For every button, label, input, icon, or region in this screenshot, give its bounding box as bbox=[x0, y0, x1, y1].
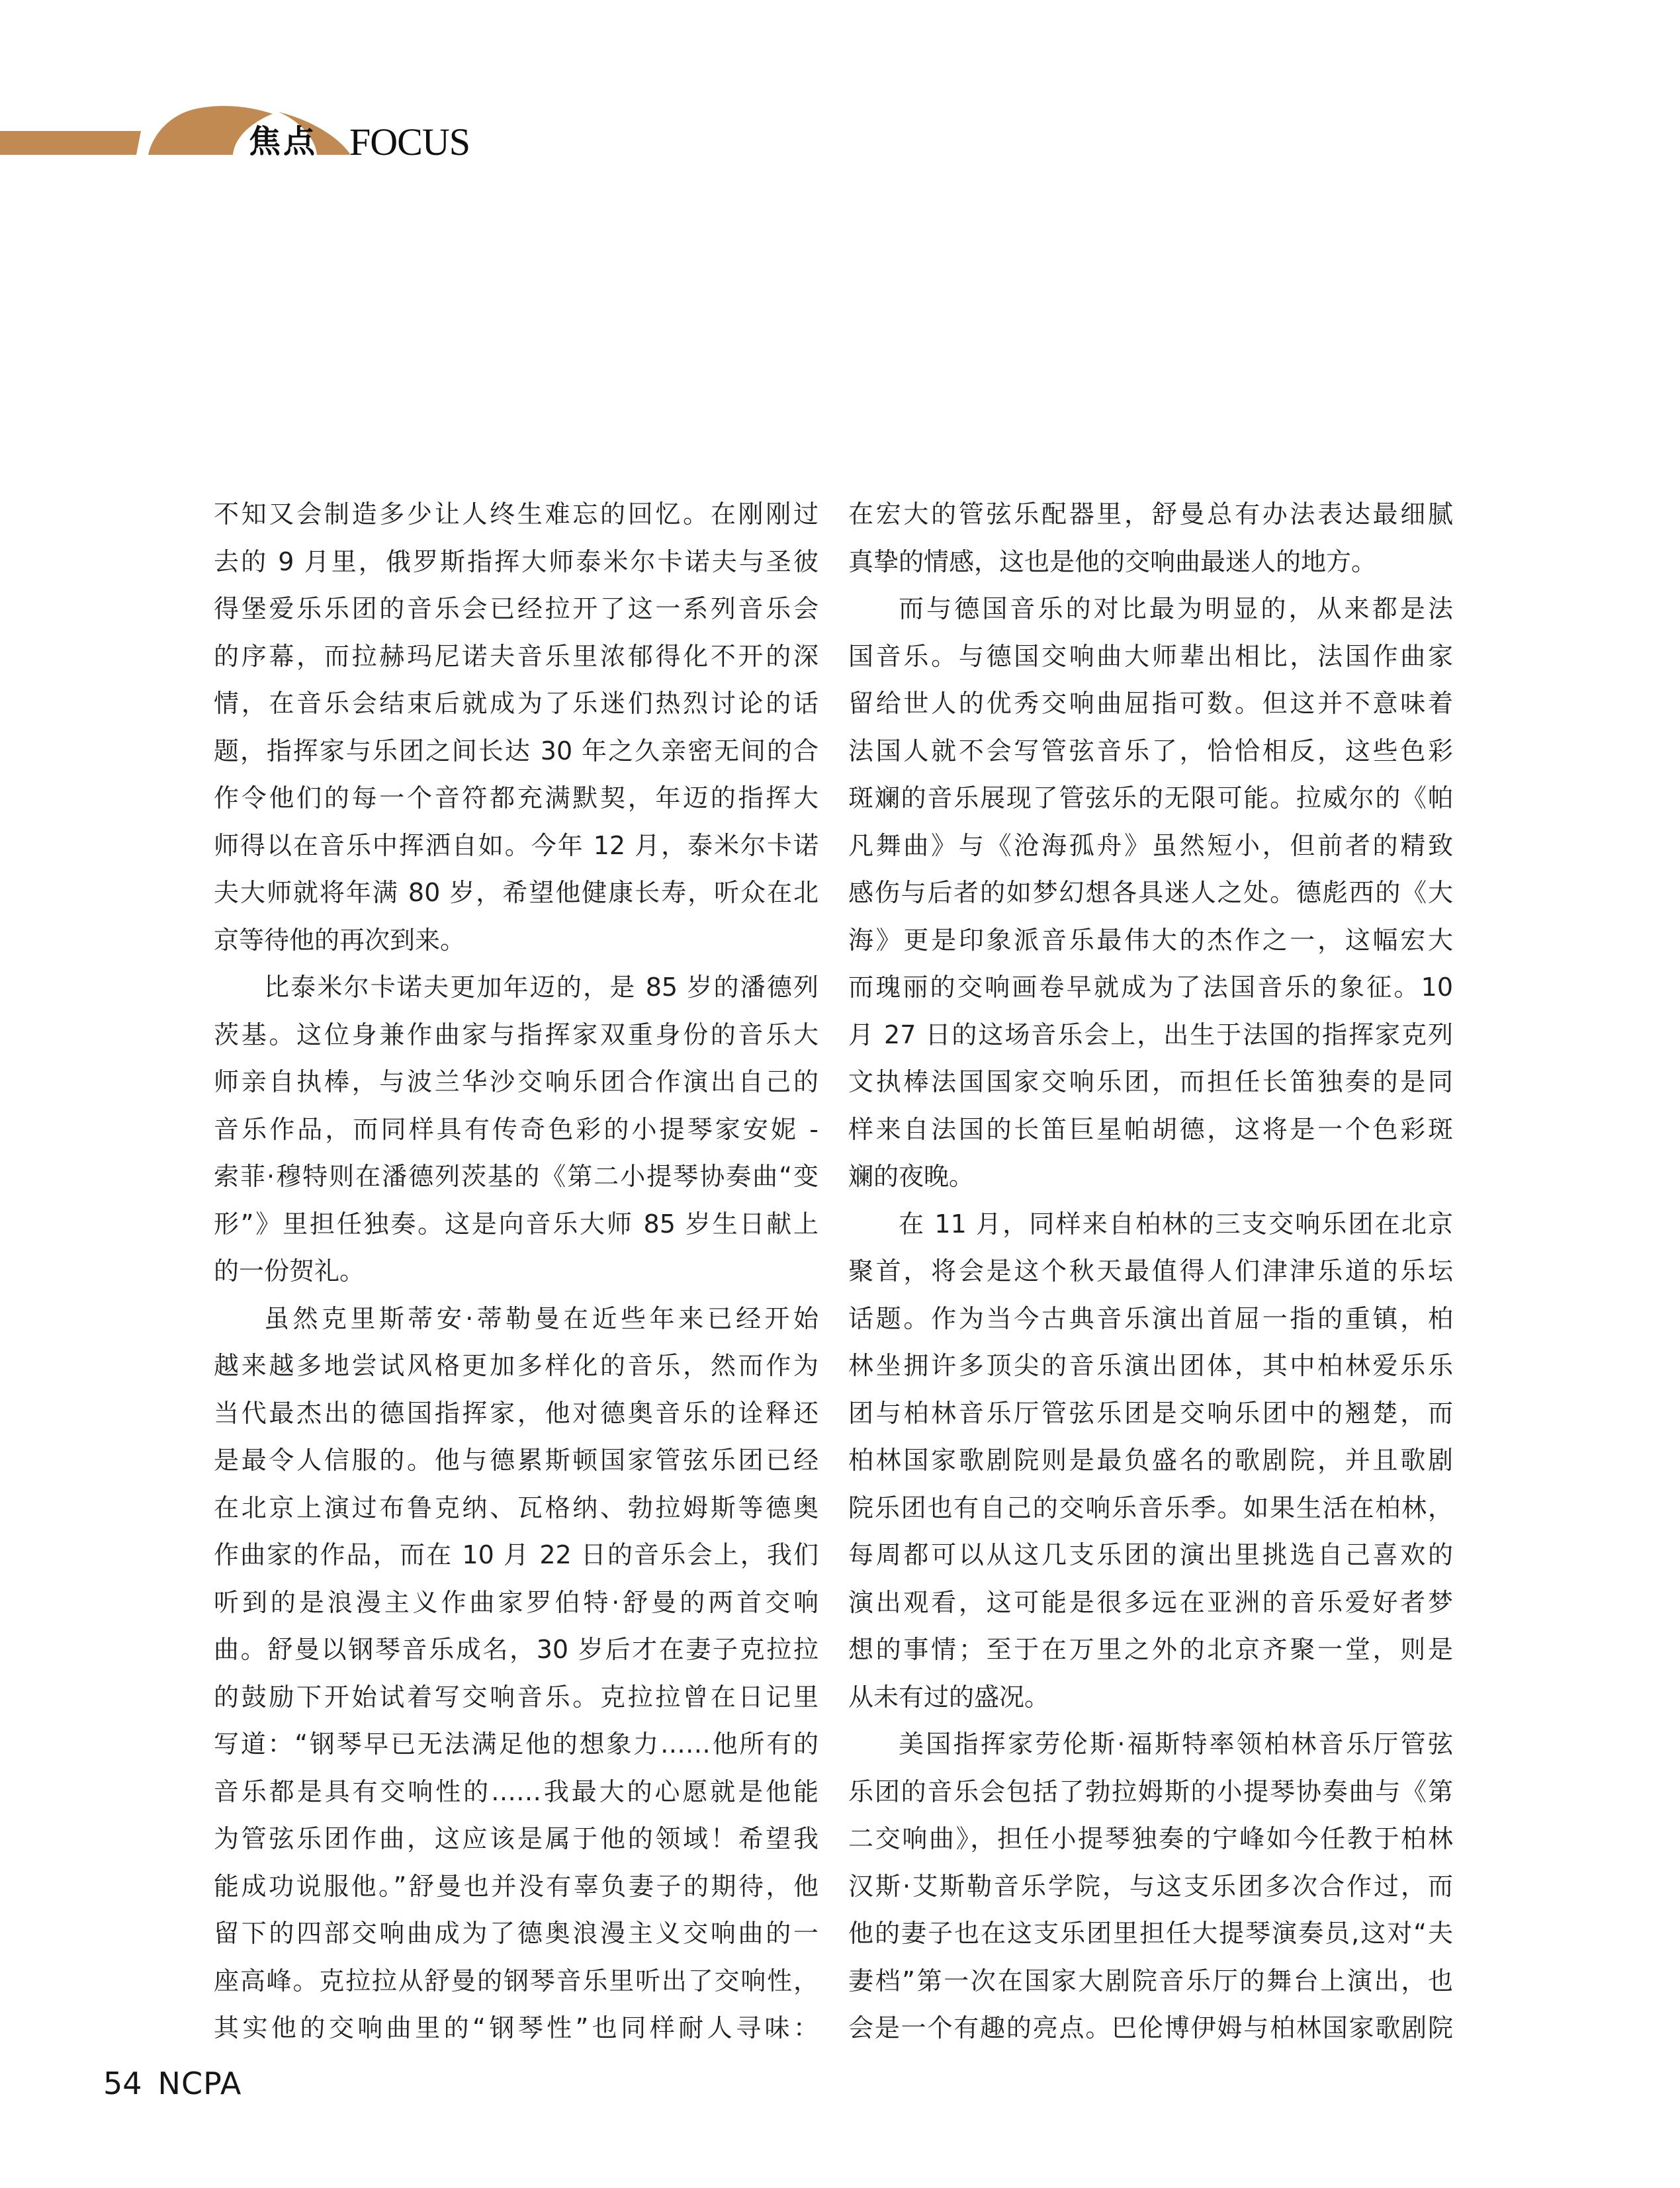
text-line: 他的妻子也在这支乐团里担任大提琴演奏员,这对“夫 bbox=[848, 1919, 1453, 1948]
text-line: 法国人就不会写管弦音乐了，恰恰相反，这些色彩 bbox=[848, 736, 1453, 766]
text-line: 演出观看，这可能是很多远在亚洲的音乐爱好者梦 bbox=[848, 1587, 1453, 1617]
text-line: 去的 9 月里，俄罗斯指挥大师泰米尔卡诺夫与圣彼 bbox=[214, 547, 818, 576]
column-left bbox=[214, 491, 818, 2052]
text-line: 京等待他的再次到来。 bbox=[214, 925, 466, 955]
text-line: 曲。舒曼以钢琴音乐成名，30 岁后才在妻子克拉拉 bbox=[214, 1635, 818, 1664]
text-line: 想的事情；至于在万里之外的北京齐聚一堂，则是 bbox=[848, 1635, 1453, 1664]
text-line: 话题。作为当今古典音乐演出首屈一指的重镇，柏 bbox=[848, 1303, 1453, 1333]
text-line: 海》更是印象派音乐最伟大的杰作之一，这幅宏大 bbox=[848, 925, 1453, 955]
text-line: 留下的四部交响曲成为了德奥浪漫主义交响曲的一 bbox=[214, 1919, 818, 1948]
text-line: 题，指挥家与乐团之间长达 30 年之久亲密无间的合 bbox=[214, 736, 818, 766]
text-line: 在宏大的管弦乐配器里，舒曼总有办法表达最细腻 bbox=[848, 500, 1453, 529]
section-title-zh: 焦点 bbox=[249, 123, 318, 160]
text-line: 夫大师就将年满 80 岁，希望他健康长寿，听众在北 bbox=[214, 878, 818, 907]
text-line: 斑斓的音乐展现了管弦乐的无限可能。拉威尔的《帕 bbox=[848, 783, 1453, 812]
text-line: 的鼓励下开始试着写交响音乐。克拉拉曾在日记里 bbox=[214, 1682, 818, 1712]
text-line: 越来越多地尝试风格更加多样化的音乐，然而作为 bbox=[214, 1351, 818, 1380]
text-line: 音乐作品，而同样具有传奇色彩的小提琴家安妮 - bbox=[214, 1114, 818, 1144]
text-line: 的一份贺礼。 bbox=[214, 1256, 365, 1286]
text-line: 二交响曲》，担任小提琴独奏的宁峰如今任教于柏林 bbox=[848, 1824, 1453, 1853]
text-line: 得堡爱乐乐团的音乐会已经拉开了这一系列音乐会 bbox=[214, 594, 818, 623]
text-line: 听到的是浪漫主义作曲家罗伯特·舒曼的两首交响 bbox=[214, 1587, 818, 1617]
text-line: 林坐拥许多顶尖的音乐演出团体，其中柏林爱乐乐 bbox=[848, 1351, 1453, 1380]
text-line: 是最令人信服的。他与德累斯顿国家管弦乐团已经 bbox=[214, 1446, 818, 1475]
text-line: 写道：“钢琴早已无法满足他的想象力……他所有的 bbox=[214, 1729, 818, 1759]
text-line: 而与德国音乐的对比最为明显的，从来都是法 bbox=[899, 594, 1453, 623]
text-line: 每周都可以从这几支乐团的演出里挑选自己喜欢的 bbox=[848, 1540, 1453, 1569]
text-line: 乐团的音乐会包括了勃拉姆斯的小提琴协奏曲与《第 bbox=[848, 1776, 1453, 1806]
text-line: 其实他的交响曲里的“钢琴性”也同样耐人寻味： bbox=[214, 2013, 818, 2042]
text-line: 从未有过的盛况。 bbox=[848, 1682, 1050, 1712]
text-line: 凡舞曲》与《沧海孤舟》虽然短小，但前者的精致 bbox=[848, 830, 1453, 860]
text-line: 为管弦乐团作曲，这应该是属于他的领域！希望我 bbox=[214, 1824, 818, 1853]
text-line: 汉斯·艾斯勒音乐学院，与这支乐团多次合作过，而 bbox=[848, 1871, 1453, 1901]
page-footer bbox=[103, 2067, 242, 2100]
text-line: 院乐团也有自己的交响乐音乐季。如果生活在柏林， bbox=[848, 1493, 1453, 1522]
text-line: 师亲自执棒，与波兰华沙交响乐团合作演出自己的 bbox=[214, 1067, 818, 1096]
text-line: 比泰米尔卡诺夫更加年迈的，是 85 岁的潘德列 bbox=[264, 973, 818, 1002]
text-line: 音乐都是具有交响性的……我最大的心愿就是他能 bbox=[214, 1776, 818, 1806]
text-line: 月 27 日的这场音乐会上，出生于法国的指挥家克列 bbox=[848, 1020, 1453, 1049]
column-right bbox=[848, 491, 1453, 2052]
text-line: 团与柏林音乐厅管弦乐团是交响乐团中的翘楚，而 bbox=[848, 1398, 1453, 1428]
text-line: 师得以在音乐中挥洒自如。今年 12 月，泰米尔卡诺 bbox=[214, 830, 818, 860]
text-line: 不知又会制造多少让人终生难忘的回忆。在刚刚过 bbox=[214, 500, 818, 529]
text-line: 妻档”第一次在国家大剧院音乐厅的舞台上演出，也 bbox=[848, 1966, 1453, 1995]
text-line: 感伤与后者的如梦幻想各具迷人之处。德彪西的《大 bbox=[848, 878, 1453, 907]
text-line: 文执棒法国国家交响乐团，而担任长笛独奏的是同 bbox=[848, 1067, 1453, 1096]
text-line: 会是一个有趣的亮点。巴伦博伊姆与柏林国家歌剧院 bbox=[848, 2013, 1453, 2042]
text-line: 茨基。这位身兼作曲家与指挥家双重身份的音乐大 bbox=[214, 1020, 818, 1049]
text-line: 真挚的情感，这也是他的交响曲最迷人的地方。 bbox=[848, 547, 1377, 576]
text-line: 而瑰丽的交响画卷早就成为了法国音乐的象征。10 bbox=[848, 973, 1453, 1002]
text-line: 当代最杰出的德国指挥家，他对德奥音乐的诠释还 bbox=[214, 1398, 818, 1428]
page-number: 54 bbox=[103, 2066, 142, 2101]
text-line: 在 11 月，同样来自柏林的三支交响乐团在北京 bbox=[899, 1209, 1453, 1239]
text-line: 样来自法国的长笛巨星帕胡德，这将是一个色彩斑 bbox=[848, 1114, 1453, 1144]
text-line: 索菲·穆特则在潘德列茨基的《第二小提琴协奏曲“变 bbox=[214, 1162, 818, 1191]
text-line: 虽然克里斯蒂安·蒂勒曼在近些年来已经开始 bbox=[264, 1303, 818, 1333]
text-line: 美国指挥家劳伦斯·福斯特率领柏林音乐厅管弦 bbox=[899, 1729, 1453, 1759]
text-line: 座高峰。克拉拉从舒曼的钢琴音乐里听出了交响性， bbox=[214, 1966, 818, 1995]
text-line: 国音乐。与德国交响曲大师辈出相比，法国作曲家 bbox=[848, 641, 1453, 671]
section-title-en: FOCUS bbox=[349, 120, 470, 163]
journal-name: NCPA bbox=[157, 2066, 242, 2101]
header-bar bbox=[0, 131, 141, 155]
text-line: 留给世人的优秀交响曲屈指可数。但这并不意味着 bbox=[848, 689, 1453, 718]
text-line: 柏林国家歌剧院则是最负盛名的歌剧院，并且歌剧 bbox=[848, 1446, 1453, 1475]
text-line: 聚首，将会是这个秋天最值得人们津津乐道的乐坛 bbox=[848, 1256, 1453, 1286]
text-line: 能成功说服他。”舒曼也并没有辜负妻子的期待，他 bbox=[214, 1871, 818, 1901]
text-line: 作令他们的每一个音符都充满默契，年迈的指挥大 bbox=[214, 783, 818, 812]
text-line: 情，在音乐会结束后就成为了乐迷们热烈讨论的话 bbox=[214, 689, 818, 718]
text-line: 斓的夜晚。 bbox=[848, 1162, 975, 1191]
text-line: 作曲家的作品，而在 10 月 22 日的音乐会上，我们 bbox=[214, 1540, 818, 1569]
text-line: 的序幕，而拉赫玛尼诺夫音乐里浓郁得化不开的深 bbox=[214, 641, 818, 671]
text-line: 形”》里担任独奏。这是向音乐大师 85 岁生日献上 bbox=[214, 1209, 818, 1239]
text-line: 在北京上演过布鲁克纳、瓦格纳、勃拉姆斯等德奥 bbox=[214, 1493, 818, 1522]
